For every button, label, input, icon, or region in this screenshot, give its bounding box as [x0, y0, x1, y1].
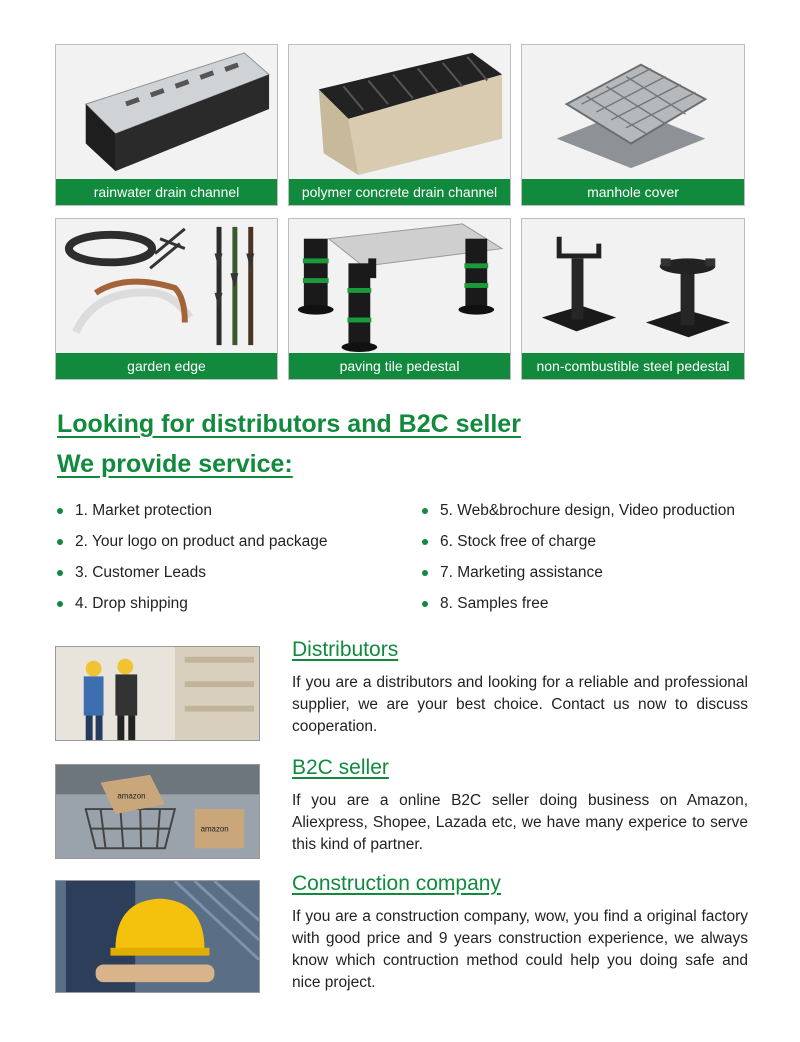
construction-helmet-image — [55, 880, 260, 993]
amazon-box-label: amazon — [117, 791, 146, 801]
service-item: 8. Samples free — [422, 593, 757, 615]
service-item: 3. Customer Leads — [57, 562, 422, 584]
manhole-cover-image — [522, 45, 744, 179]
service-item: 1. Market protection — [57, 500, 422, 522]
distributors-text: If you are a distributors and looking for a reliable and professional supplier, we are your best choice. Contact us now to discuss cooperation. — [292, 674, 748, 735]
construction-title: Construction company — [292, 872, 501, 895]
product-caption: manhole cover — [522, 179, 744, 205]
services-list — [57, 500, 757, 615]
product-tile[interactable] — [55, 44, 278, 206]
amazon-cart-image — [55, 764, 260, 859]
construction-text: If you are a construction company, wow, you find a original factory with good price and 9 years construction experience, we always know which contruction method could help you doing safe and nice project. — [292, 908, 748, 991]
distributors-title: Distributors — [292, 638, 399, 661]
drain-channel-image — [56, 45, 277, 179]
headline-service: We provide service: — [57, 450, 293, 478]
b2c-title: B2C seller — [292, 756, 389, 779]
product-caption: rainwater drain channel — [56, 179, 277, 205]
b2c-text: If you are a online B2C seller doing business on Amazon, Aliexpress, Shopee, Lazada etc, we have many experice to serve this kind of partner. — [292, 792, 748, 853]
product-tile[interactable] — [288, 44, 511, 206]
amazon-box-label: amazon — [200, 824, 229, 834]
product-tile[interactable] — [55, 218, 278, 380]
service-item: 6. Stock free of charge — [422, 531, 757, 553]
product-caption: non-combustible steel pedestal — [522, 353, 744, 379]
service-item: 4. Drop shipping — [57, 593, 422, 615]
garden-edge-image — [56, 219, 277, 353]
product-grid — [55, 44, 745, 380]
service-item: 7. Marketing assistance — [422, 562, 757, 584]
headline-distributors: Looking for distributors and B2C seller — [57, 410, 521, 438]
product-caption: paving tile pedestal — [289, 353, 510, 379]
product-caption: garden edge — [56, 353, 277, 379]
warehouse-workers-image — [55, 646, 260, 741]
product-caption: polymer concrete drain channel — [289, 179, 510, 205]
service-item: 5. Web&brochure design, Video production — [422, 500, 757, 522]
product-tile[interactable] — [521, 218, 745, 380]
polymer-channel-image — [289, 45, 510, 179]
product-tile[interactable] — [288, 218, 511, 380]
service-item: 2. Your logo on product and package — [57, 531, 422, 553]
pedestal-image — [289, 219, 510, 353]
product-tile[interactable] — [521, 44, 745, 206]
steel-pedestal-image — [522, 219, 744, 353]
